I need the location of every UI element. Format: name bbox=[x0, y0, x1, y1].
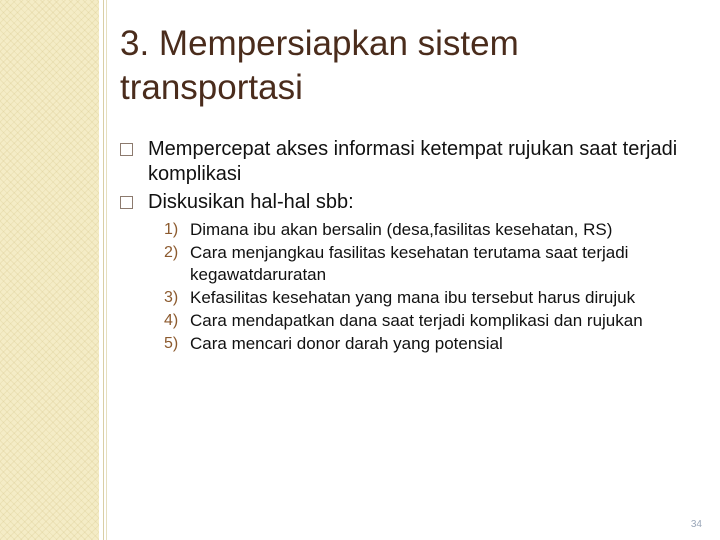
sublist-item bbox=[164, 333, 674, 355]
numbered-sublist bbox=[164, 219, 674, 355]
checkbox-icon bbox=[120, 143, 133, 156]
bullet-list bbox=[120, 137, 690, 356]
sublist-item bbox=[164, 310, 674, 332]
sublist-number: 4) bbox=[164, 312, 179, 329]
page-number: 34 bbox=[690, 519, 702, 530]
decorative-side-band bbox=[0, 0, 99, 540]
sublist-item bbox=[164, 242, 674, 286]
sublist-number: 3) bbox=[164, 289, 179, 306]
bullet-item bbox=[120, 137, 690, 187]
divider-line bbox=[103, 0, 104, 540]
sublist-number: 2) bbox=[164, 244, 179, 261]
sublist-item bbox=[164, 287, 674, 309]
sublist-number: 1) bbox=[164, 221, 179, 238]
sublist-item bbox=[164, 219, 674, 241]
sublist-number: 5) bbox=[164, 335, 179, 352]
sublist-text: Cara mencari donor darah yang potensial bbox=[190, 334, 503, 353]
sublist-text: Cara mendapatkan dana saat terjadi komplikasi dan rujukan bbox=[190, 311, 643, 330]
divider-line-secondary bbox=[106, 0, 107, 540]
slide-title: 3. Mempersiapkan sistem transportasi bbox=[120, 24, 519, 107]
bullet-item bbox=[120, 190, 690, 215]
sublist-text: Kefasilitas kesehatan yang mana ibu tersebut harus dirujuk bbox=[190, 288, 636, 307]
checkbox-icon bbox=[120, 196, 133, 209]
bullet-text: Diskusikan hal-hal sbb: bbox=[148, 191, 354, 213]
bullet-text: Mempercepat akses informasi ketempat rujukan saat terjadi komplikasi bbox=[148, 138, 678, 185]
sublist-text: Cara menjangkau fasilitas kesehatan terutama saat terjadi kegawatdaruratan bbox=[190, 243, 629, 284]
sublist-text: Dimana ibu akan bersalin (desa,fasilitas kesehatan, RS) bbox=[190, 220, 613, 239]
